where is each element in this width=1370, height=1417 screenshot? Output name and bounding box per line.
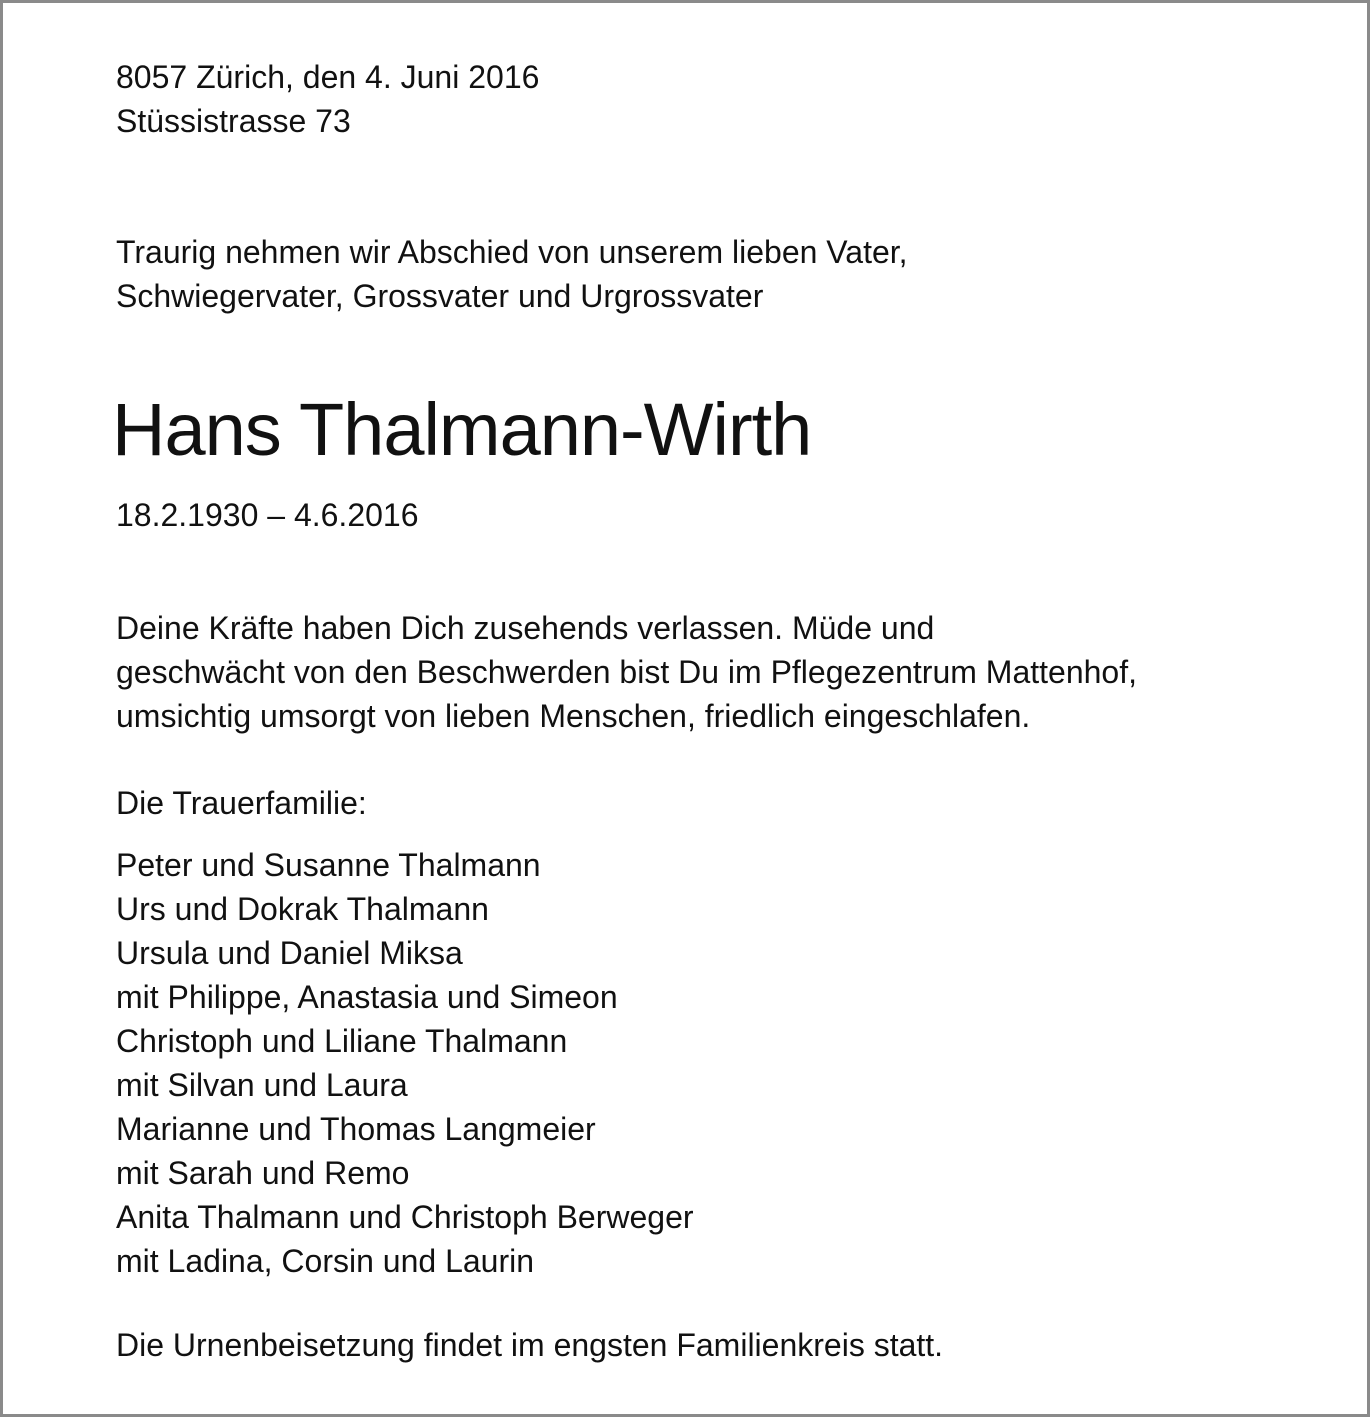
message-line-1: Deine Kräfte haben Dich zusehends verlassen. Müde und bbox=[116, 610, 935, 646]
intro-text bbox=[116, 230, 908, 318]
family-member: Urs und Dokrak Thalmann bbox=[116, 891, 489, 927]
farewell-message bbox=[116, 606, 1137, 738]
burial-note: Die Urnenbeisetzung findet im engsten Familienkreis statt. bbox=[116, 1327, 944, 1363]
family-member: Christoph und Liliane Thalmann bbox=[116, 1023, 568, 1059]
deceased-name: Hans Thalmann-Wirth bbox=[112, 388, 812, 471]
street-address: Stüssistrasse 73 bbox=[116, 103, 351, 139]
family-list bbox=[116, 843, 694, 1283]
family-member: Peter und Susanne Thalmann bbox=[116, 847, 541, 883]
message-line-3: umsichtig umsorgt von lieben Menschen, friedlich eingeschlafen. bbox=[116, 698, 1031, 734]
family-member: mit Silvan und Laura bbox=[116, 1067, 408, 1103]
family-member: mit Ladina, Corsin und Laurin bbox=[116, 1243, 535, 1279]
intro-line-1: Traurig nehmen wir Abschied von unserem lieben Vater, bbox=[116, 234, 908, 270]
family-member: mit Philippe, Anastasia und Simeon bbox=[116, 979, 618, 1015]
family-member: Marianne und Thomas Langmeier bbox=[116, 1111, 596, 1147]
family-member: mit Sarah und Remo bbox=[116, 1155, 410, 1191]
life-dates: 18.2.1930 – 4.6.2016 bbox=[116, 497, 419, 533]
family-heading: Die Trauerfamilie: bbox=[116, 785, 367, 821]
message-line-2: geschwächt von den Beschwerden bist Du im Pflegezentrum Mattenhof, bbox=[116, 654, 1137, 690]
header-address bbox=[116, 55, 539, 143]
family-member: Ursula und Daniel Miksa bbox=[116, 935, 463, 971]
intro-line-2: Schwiegervater, Grossvater und Urgrossvater bbox=[116, 278, 764, 314]
family-member: Anita Thalmann und Christoph Berweger bbox=[116, 1199, 694, 1235]
location-date: 8057 Zürich, den 4. Juni 2016 bbox=[116, 59, 540, 95]
